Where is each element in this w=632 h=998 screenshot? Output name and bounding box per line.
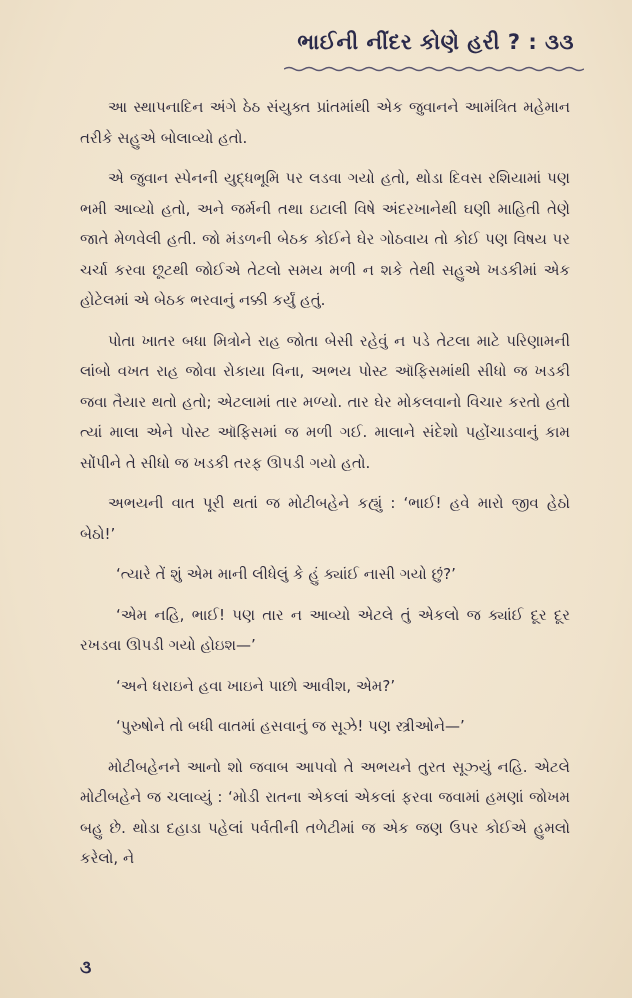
dialog-line: ‘એમ નહિ, ભાઈ! પણ તાર ન આવ્યો એટલે તું એકલો જ ક્યાંઈ દૂર દૂર રખડવા ઊપડી ગયો હોઇશ—’: [80, 605, 570, 654]
dialog-line: ‘અને ધરાઇને હવા ખાઇને પાછો આવીશ, એમ?’: [116, 676, 396, 695]
paragraph: પોતા ખાતર બધા મિત્રોને રાહ જોતા બેસી રહેવું ન પડે તેટલા માટે પરિણામની લાંબો વખત રાહ જોવા રોકાયા વિના, અભય પોસ્ટ ઑફિસમાંથી સીધો જ ખડકી જવા તૈયાર થતો હતો; એટલામાં તાર મળ્યો. તાર ઘેર મોકલવાનો વિચાર કરતો હતો ત્યાં માલા એને પોસ્ટ ઑફિસમાં જ મળી ગઈ. માલાને સંદેશો પહોંચાડવાનું કામ સોંપીને તે સીધો જ ખડકી તરફ ઊપડી ગયો હતો.: [80, 331, 570, 472]
header-rule: [284, 66, 584, 72]
body-text: [80, 92, 570, 884]
page-number: ૩: [80, 958, 92, 978]
running-header: ભાઈની નીંદર કોણે હરી ? : ૩૩: [297, 30, 574, 54]
paragraph: અભયની વાત પૂરી થતાં જ મોટીબહેને કહ્યું : ‘ભાઈ! હવે મારો જીવ હેઠો બેઠો!’: [80, 494, 570, 543]
paragraph: એ જુવાન સ્પેનની યુદ્ધભૂમિ પર લડવા ગયો હતો, થોડા દિવસ રશિયામાં પણ ભમી આવ્યો હતો, અને જર્મની તથા ઇટાલી વિષે અંદરખાનેથી ઘણી માહિતી તેણે જાતે મેળવેલી હતી. જો મંડળની બેઠક કોઈને ઘેર ગોઠવાય તો કોઈ પણ વિષય પર ચર્ચા કરવા છૂટથી જોઈએ તેટલો સમય મળી ન શકે તેથી સહુએ ખડકીમાં એક હોટેલમાં એ બેઠક ભરવાનું નક્કી કર્યું હતું.: [80, 169, 570, 309]
paragraph: મોટીબહેનને આનો શો જવાબ આપવો તે અભયને તુરત સૂઝ્યું નહિ. એટલે મોટીબહેને જ ચલાવ્યું : ‘મોડી રાતના એકલાં એકલાં ફરવા જવામાં હમણાં જોખમ બહુ છે. થોડા દહાડા પહેલાં પર્વતીની તળેટીમાં જ એક જણ ઉપર કોઈએ હુમલો કરેલો, ને: [80, 757, 570, 867]
dialog-line: ‘પુરુષોને તો બધી વાતમાં હસવાનું જ સૂઝે! પણ સ્ત્રીઓને—’: [116, 717, 465, 735]
paragraph: આ સ્થાપનાદિન અંગે ઠેઠ સંયુક્ત પ્રાંતમાંથી એક જુવાનને આમંત્રિત મહેમાન તરીકે સહુએ બોલાવ્યો હતો.: [80, 98, 570, 147]
dialog-line: ‘ત્યારે તેં શું એમ માની લીધેલું કે હું ક્યાંઈ નાસી ગયો છું?’: [116, 565, 456, 583]
